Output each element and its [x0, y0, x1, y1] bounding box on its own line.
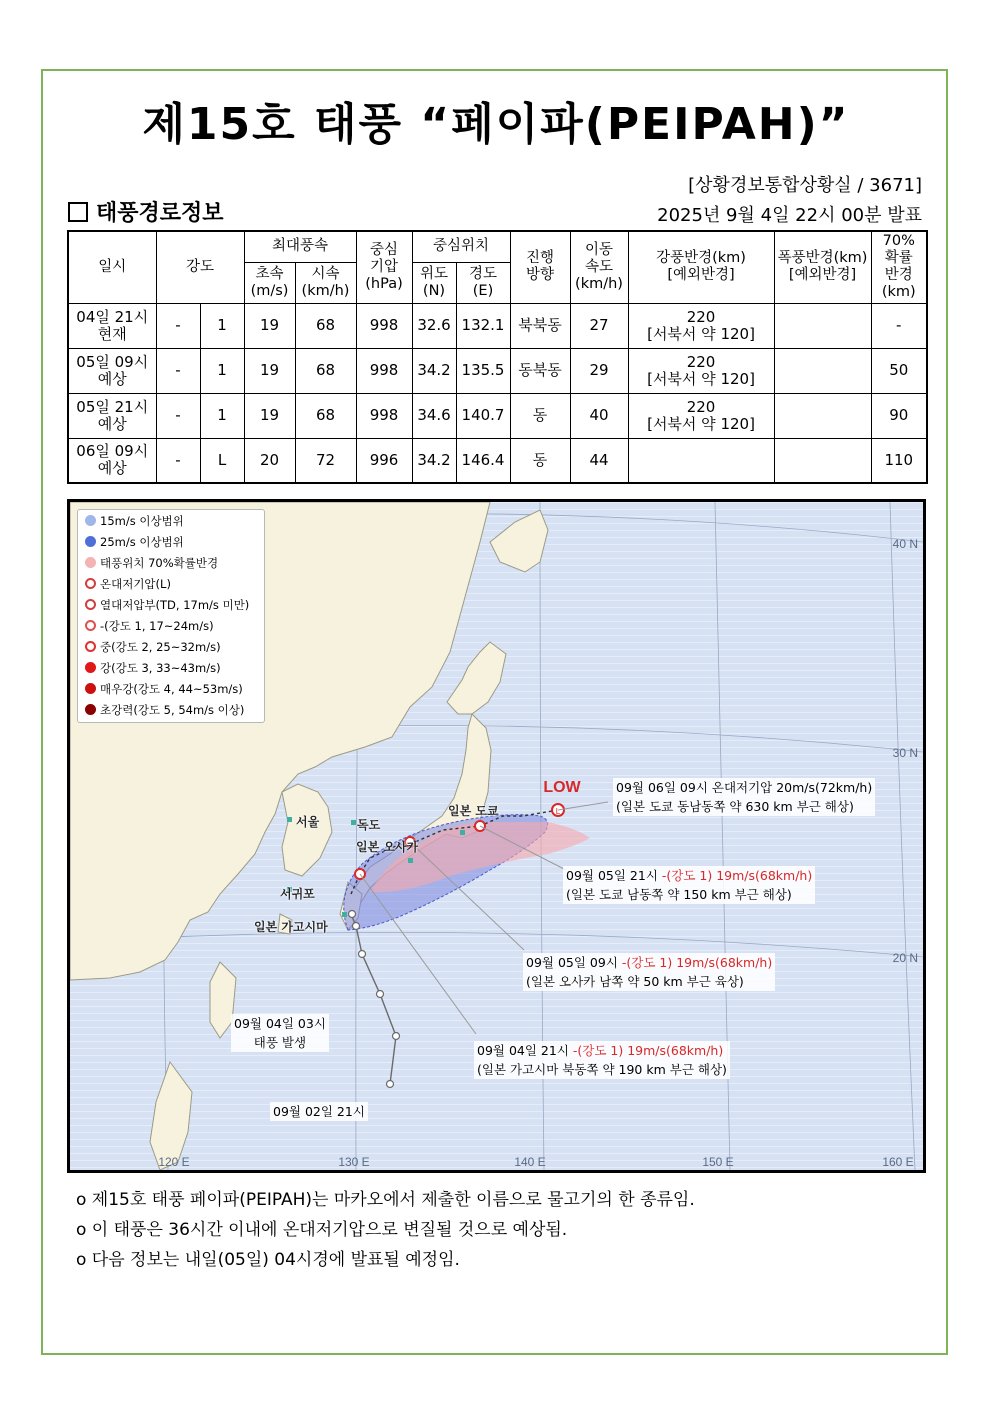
lat-label: 20 N: [892, 951, 918, 965]
cell-intensity: 1: [200, 393, 244, 438]
range-25-dot: [85, 536, 96, 547]
past-track-label: [270, 1102, 368, 1121]
cell-prob: 110: [871, 438, 927, 483]
track-annotation: [613, 778, 875, 816]
past-label-line1: 09월 02일 21시: [273, 1104, 365, 1119]
page-title: 제15호 태풍 “페이파(PEIPAH)”: [142, 99, 850, 150]
cell-speed: 40: [570, 393, 628, 438]
cell-strong: [628, 438, 774, 483]
header-storm-radius: 폭풍반경(km) [예외반경]: [774, 231, 871, 303]
typhoon-grade1-icon: [85, 620, 96, 631]
notes: [76, 1185, 695, 1275]
cell-kmh: 68: [295, 393, 356, 438]
typhoon-grade4-icon: [85, 683, 96, 694]
legend-item: [78, 699, 264, 720]
section-heading: [68, 196, 224, 227]
header-prob-radius: 70% 확률 반경 (km): [871, 231, 927, 303]
cell-datetime: 05일 09시 예상: [68, 348, 156, 393]
legend-item: [78, 657, 264, 678]
cell-storm: [774, 438, 871, 483]
organization-label: [상황경보통합상황실 / 3671]: [688, 175, 922, 196]
cell-speed: 29: [570, 348, 628, 393]
legend-label: 15m/s 이상범위: [100, 513, 184, 528]
track-annotation: [563, 866, 815, 904]
cell-prob: -: [871, 303, 927, 348]
cell-storm: [774, 393, 871, 438]
low-label: LOW: [543, 779, 581, 796]
legend-item: [78, 573, 264, 594]
lon-label: 160 E: [882, 1155, 914, 1169]
place-label: 일본 가고시마: [254, 920, 328, 934]
typhoon-grade2-icon: [85, 641, 96, 652]
header-move-speed: 이동 속도 (km/h): [570, 231, 628, 303]
legend-label: 온대저기압(L): [100, 576, 171, 591]
cell-prob: 50: [871, 348, 927, 393]
cell-intensity: L: [200, 438, 244, 483]
note-item: o 이 태풍은 36시간 이내에 온대저기압으로 변질될 것으로 예상됨.: [76, 1220, 568, 1240]
annotation-line1: 09월 05일 09시 -(강도 1) 19m/s(68km/h): [526, 955, 773, 970]
legend-item: [78, 510, 264, 531]
legend-item: [78, 552, 264, 573]
legend-label: 매우강(강도 4, 44~53m/s): [100, 681, 243, 696]
cell-storm: [774, 303, 871, 348]
track-annotation: [474, 1041, 730, 1079]
cell-grade: -: [156, 348, 200, 393]
typhoon-track-table: [67, 230, 928, 484]
cell-strong: 220 [서북서 약 120]: [628, 393, 774, 438]
annotation-line2: (일본 오사카 남쪽 약 50 km 부근 육상): [526, 974, 744, 989]
past-label-line1: 09월 04일 03시: [234, 1016, 326, 1031]
table-row: [68, 438, 927, 483]
legend-item: [78, 594, 264, 615]
header-lon: 경도 (E): [456, 262, 510, 303]
annotation-line1: 09월 05일 21시 -(강도 1) 19m/s(68km/h): [566, 868, 813, 883]
cell-intensity: 1: [200, 303, 244, 348]
past-label-line2: 태풍 발생: [253, 1035, 307, 1050]
table-row: [68, 393, 927, 438]
annotation-line1: 09월 06일 09시 온대저기압 20m/s(72km/h): [616, 780, 873, 795]
issued-time: 2025년 9월 4일 22시 00분 발표: [657, 205, 922, 226]
annotation-line2: (일본 가고시마 북동쪽 약 190 km 부근 해상): [477, 1062, 727, 1077]
cell-hpa: 998: [356, 348, 412, 393]
cell-lat: 34.2: [412, 348, 456, 393]
cell-lat: 34.6: [412, 393, 456, 438]
lat-label: 30 N: [892, 746, 918, 760]
place-label: 일본 도쿄: [448, 804, 499, 818]
annotation-line1: 09월 04일 21시 -(강도 1) 19m/s(68km/h): [477, 1043, 724, 1058]
cell-kmh: 68: [295, 303, 356, 348]
cell-prob: 90: [871, 393, 927, 438]
cell-speed: 27: [570, 303, 628, 348]
cell-grade: -: [156, 393, 200, 438]
extratropical-low-icon: [85, 578, 96, 589]
legend-label: 25m/s 이상범위: [100, 534, 184, 549]
checkbox-icon: [68, 202, 88, 222]
cell-datetime: 04일 21시 현재: [68, 303, 156, 348]
range-15-dot: [85, 515, 96, 526]
cell-dir: 동: [510, 393, 570, 438]
cell-dir: 동북동: [510, 348, 570, 393]
legend-label: 열대저압부(TD, 17m/s 미만): [100, 597, 250, 612]
lat-label: 40 N: [892, 537, 918, 551]
cell-datetime: 06일 09시 예상: [68, 438, 156, 483]
lon-label: 120 E: [158, 1155, 190, 1169]
cell-ms: 19: [244, 303, 295, 348]
place-label: 서귀포: [280, 887, 315, 901]
extratropical-low-icon: L: [555, 807, 561, 816]
cell-ms: 19: [244, 393, 295, 438]
cell-storm: [774, 348, 871, 393]
note-item: o 다음 정보는 내일(05일) 04시경에 발표될 예정임.: [76, 1250, 460, 1270]
table-row: [68, 348, 927, 393]
place-label: 서울: [296, 815, 320, 829]
legend-label: 중(강도 2, 25~32m/s): [100, 639, 221, 654]
cell-dir: 북북동: [510, 303, 570, 348]
cell-dir: 동: [510, 438, 570, 483]
header-direction: 진행 방향: [510, 231, 570, 303]
typhoon-grade3-icon: [85, 662, 96, 673]
cell-grade: -: [156, 438, 200, 483]
cell-strong: 220 [서북서 약 120]: [628, 303, 774, 348]
typhoon-grade5-icon: [85, 704, 96, 715]
header-datetime: 일시: [68, 231, 156, 303]
place-label: 일본 오사카: [356, 840, 419, 854]
legend-label: 태풍위치 70%확률반경: [100, 555, 219, 570]
lon-label: 140 E: [514, 1155, 546, 1169]
cell-kmh: 68: [295, 348, 356, 393]
place-label: 독도: [357, 818, 381, 832]
note-item: o 제15호 태풍 페이파(PEIPAH)는 마카오에서 제출한 이름으로 물고기의 한 종류임.: [76, 1190, 695, 1210]
cell-speed: 44: [570, 438, 628, 483]
header-intensity: 강도: [156, 231, 244, 303]
cell-ms: 19: [244, 348, 295, 393]
cell-datetime: 05일 21시 예상: [68, 393, 156, 438]
legend-label: 초강력(강도 5, 54m/s 이상): [100, 702, 245, 717]
prob-70-dot: [85, 557, 96, 568]
cell-grade: -: [156, 303, 200, 348]
legend-label: 강(강도 3, 33~43m/s): [100, 660, 221, 675]
section-title: 태풍경로정보: [96, 201, 224, 226]
cell-lon: 135.5: [456, 348, 510, 393]
legend-item: [78, 636, 264, 657]
cell-lat: 32.6: [412, 303, 456, 348]
header-max-wind: 최대풍속: [244, 231, 356, 262]
cell-hpa: 996: [356, 438, 412, 483]
header-speed-kmh: 시속 (km/h): [295, 262, 356, 303]
lon-label: 150 E: [702, 1155, 734, 1169]
cell-strong: 220 [서북서 약 120]: [628, 348, 774, 393]
past-track-label: [231, 1014, 329, 1052]
annotation-line2: (일본 도쿄 남동쪽 약 150 km 부근 해상): [566, 887, 792, 902]
cell-lon: 132.1: [456, 303, 510, 348]
cell-hpa: 998: [356, 303, 412, 348]
legend-label: -(강도 1, 17~24m/s): [100, 618, 214, 633]
legend-item: [78, 615, 264, 636]
cell-intensity: 1: [200, 348, 244, 393]
typhoon-track-map: [67, 499, 926, 1173]
cell-kmh: 72: [295, 438, 356, 483]
legend-item: [78, 531, 264, 552]
cell-lon: 140.7: [456, 393, 510, 438]
track-annotation: [523, 953, 775, 991]
legend-item: [78, 678, 264, 699]
cell-lat: 34.2: [412, 438, 456, 483]
annotation-line2: (일본 도쿄 동남동쪽 약 630 km 부근 해상): [616, 799, 854, 814]
lon-label: 130 E: [338, 1155, 370, 1169]
header-center: 중심위치: [412, 231, 510, 262]
header-strong-wind-radius: 강풍반경(km) [예외반경]: [628, 231, 774, 303]
cell-hpa: 998: [356, 393, 412, 438]
header-lat: 위도 (N): [412, 262, 456, 303]
tropical-depression-icon: [85, 599, 96, 610]
map-legend: [77, 509, 265, 723]
cell-ms: 20: [244, 438, 295, 483]
table-row: [68, 303, 927, 348]
header-speed-ms: 초속 (m/s): [244, 262, 295, 303]
cell-lon: 146.4: [456, 438, 510, 483]
header-pressure: 중심 기압 (hPa): [356, 231, 412, 303]
